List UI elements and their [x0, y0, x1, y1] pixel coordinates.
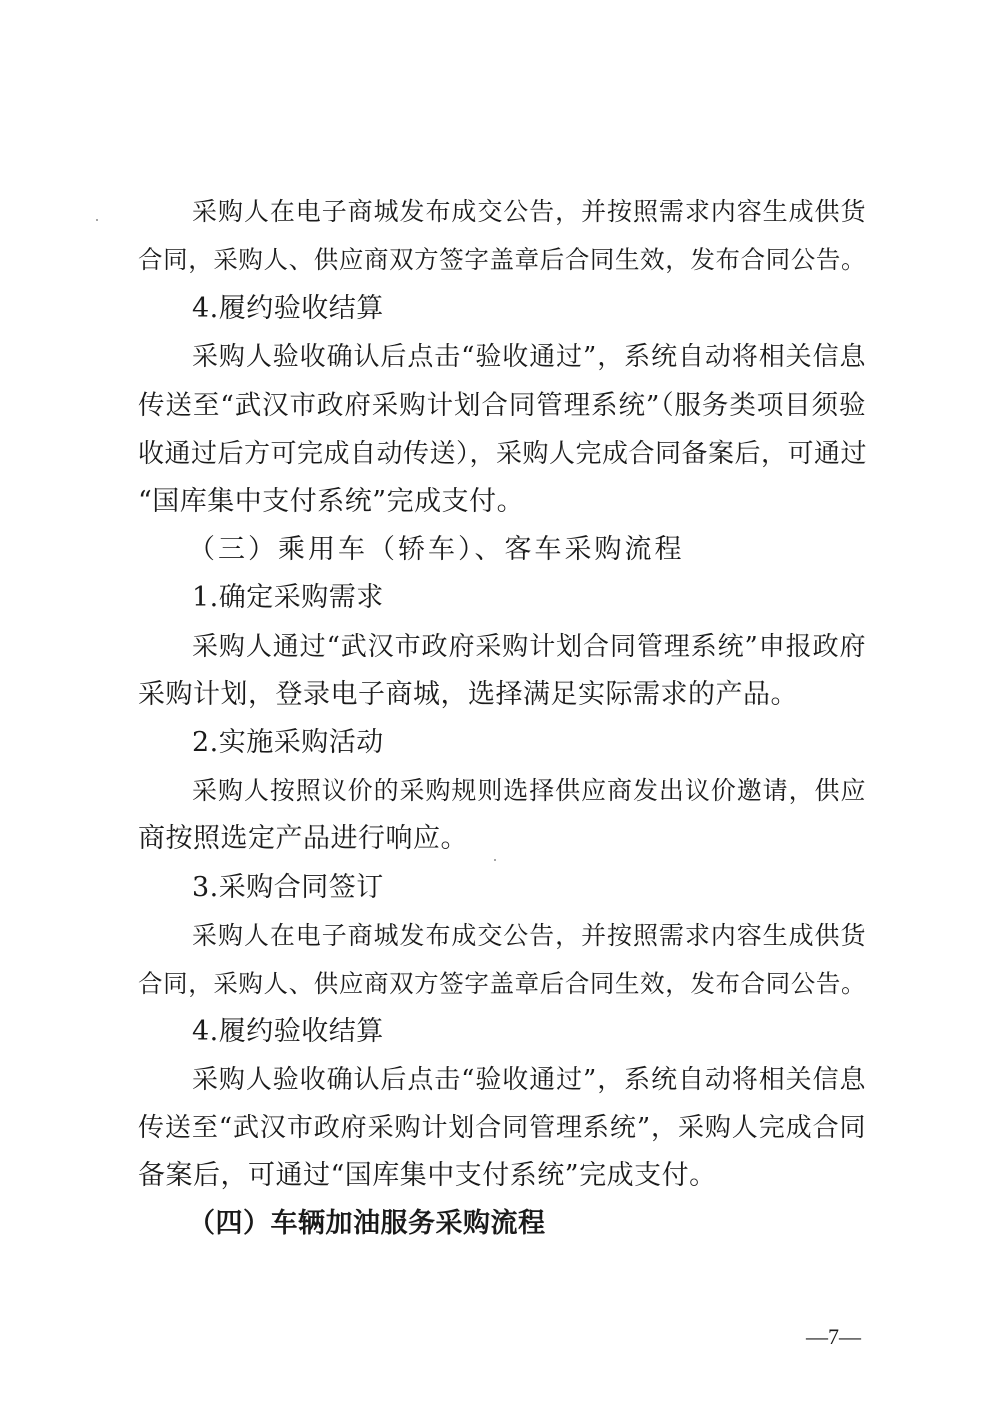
body-text-line: 商按照选定产品进行响应。	[138, 823, 468, 854]
body-text-line: 采购人通过“武汉市政府采购计划合同管理系统”申报政府	[192, 632, 866, 662]
subheading: 4.履约验收结算	[192, 1016, 384, 1047]
body-text-line: 合同，采购人、供应商双方签字盖章后合同生效，发布合同公告。	[138, 969, 866, 998]
body-text-line: 备案后，可通过“国库集中支付系统”完成支付。	[138, 1160, 717, 1191]
page-number: —7—	[806, 1324, 861, 1349]
subheading: 4.履约验收结算	[192, 293, 384, 324]
subheading: 2.实施采购活动	[192, 727, 384, 758]
body-text-line: 传送至“武汉市政府采购计划合同管理系统”（服务类项目须验	[138, 390, 866, 421]
body-text-line: 采购人在电子商城发布成交公告，并按照需求内容生成供货	[192, 197, 866, 226]
section-heading: （三）乘用车（轿车）、客车采购流程	[188, 534, 685, 565]
body-text-line: 采购人验收确认后点击“验收通过”，系统自动将相关信息	[192, 342, 866, 372]
body-text-line: 收通过后方可完成自动传送），采购人完成合同备案后，可通过	[138, 439, 868, 469]
body-text-line: 采购人按照议价的采购规则选择供应商发出议价邀请，供应	[192, 776, 866, 805]
section-heading: （四）车辆加油服务采购流程	[188, 1208, 546, 1239]
subheading: 3.采购合同签订	[192, 872, 384, 903]
body-text-line: 采购计划，登录电子商城，选择满足实际需求的产品。	[138, 679, 798, 710]
subheading: 1.确定采购需求	[192, 582, 384, 613]
body-text-line: 采购人在电子商城发布成交公告，并按照需求内容生成供货	[192, 921, 866, 950]
body-text-line: 采购人验收确认后点击“验收通过”，系统自动将相关信息	[192, 1065, 866, 1095]
body-text-line: 传送至“武汉市政府采购计划合同管理系统”，采购人完成合同	[138, 1113, 866, 1143]
scan-speck	[96, 219, 98, 221]
body-text-line: “国库集中支付系统”完成支付。	[138, 486, 525, 517]
scan-speck	[494, 859, 496, 861]
body-text-line: 合同，采购人、供应商双方签字盖章后合同生效，发布合同公告。	[138, 245, 866, 274]
